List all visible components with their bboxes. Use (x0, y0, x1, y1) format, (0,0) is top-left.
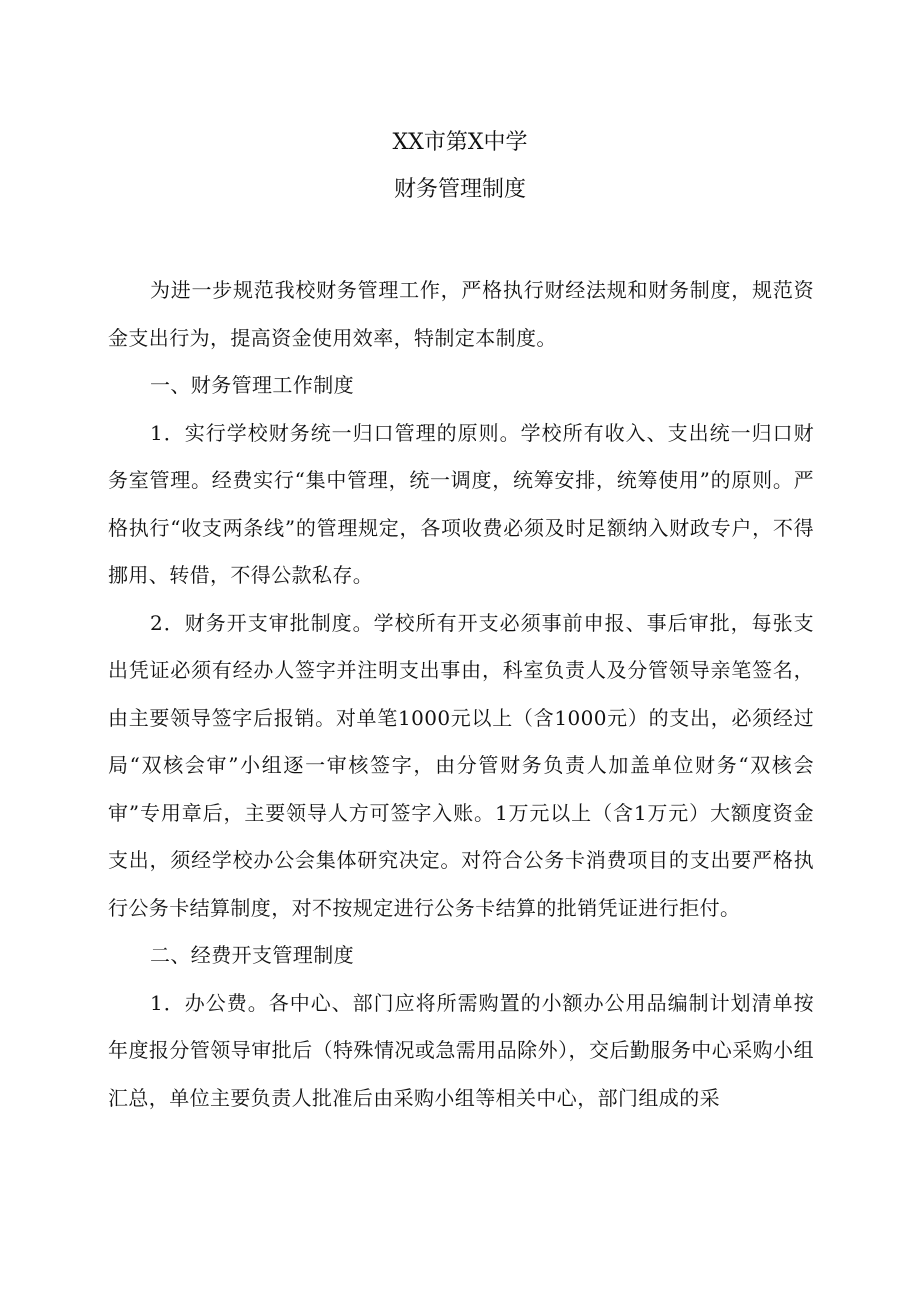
section-1-item-2: 2．财务开支审批制度。学校所有开支必须事前申报、事后审批，每张支出凭证必须有经办人签字并注明支出事由，科室负责人及分管领导亲笔签名，由主要领导签字后报销。对单笔1000元以上（含1000元）的支出，必须经过局“双核会审”小组逐一审核签字，由分管财务负责人加盖单位财务“双核会审”专用章后，主要领导人方可签字入账。1万元以上（含1万元）大额度资金支出，须经学校办公会集体研究决定。对符合公务卡消费项目的支出要严格执行公务卡结算制度，对不按规定进行公务卡结算的批销凭证进行拒付。 (108, 610, 814, 920)
document-title: XX市第X中学 (392, 130, 528, 155)
document-body (108, 267, 814, 1122)
section-heading-2: 二、经费开支管理制度 (150, 943, 354, 967)
section-1-item-1: 1．实行学校财务统一归口管理的原则。学校所有收入、支出统一归口财务室管理。经费实行“集中管理，统一调度，统筹安排，统筹使用”的原则。严格执行“收支两条线”的管理规定，各项收费必须及时足额纳入财政专户，不得挪用、转借，不得公款私存。 (108, 420, 814, 587)
section-2-item-1: 1．办公费。各中心、部门应将所需购置的小额办公用品编制计划清单按年度报分管领导审批后（特殊情况或急需用品除外），交后勤服务中心采购小组汇总，单位主要负责人批准后由采购小组等相关中心，部门组成的采 (108, 990, 814, 1110)
section-heading-1: 一、财务管理工作制度 (150, 373, 354, 397)
document-subtitle: 财务管理制度 (393, 177, 526, 202)
intro-paragraph: 为进一步规范我校财务管理工作，严格执行财经法规和财务制度，规范资金支出行为，提高资金使用效率，特制定本制度。 (108, 278, 814, 350)
